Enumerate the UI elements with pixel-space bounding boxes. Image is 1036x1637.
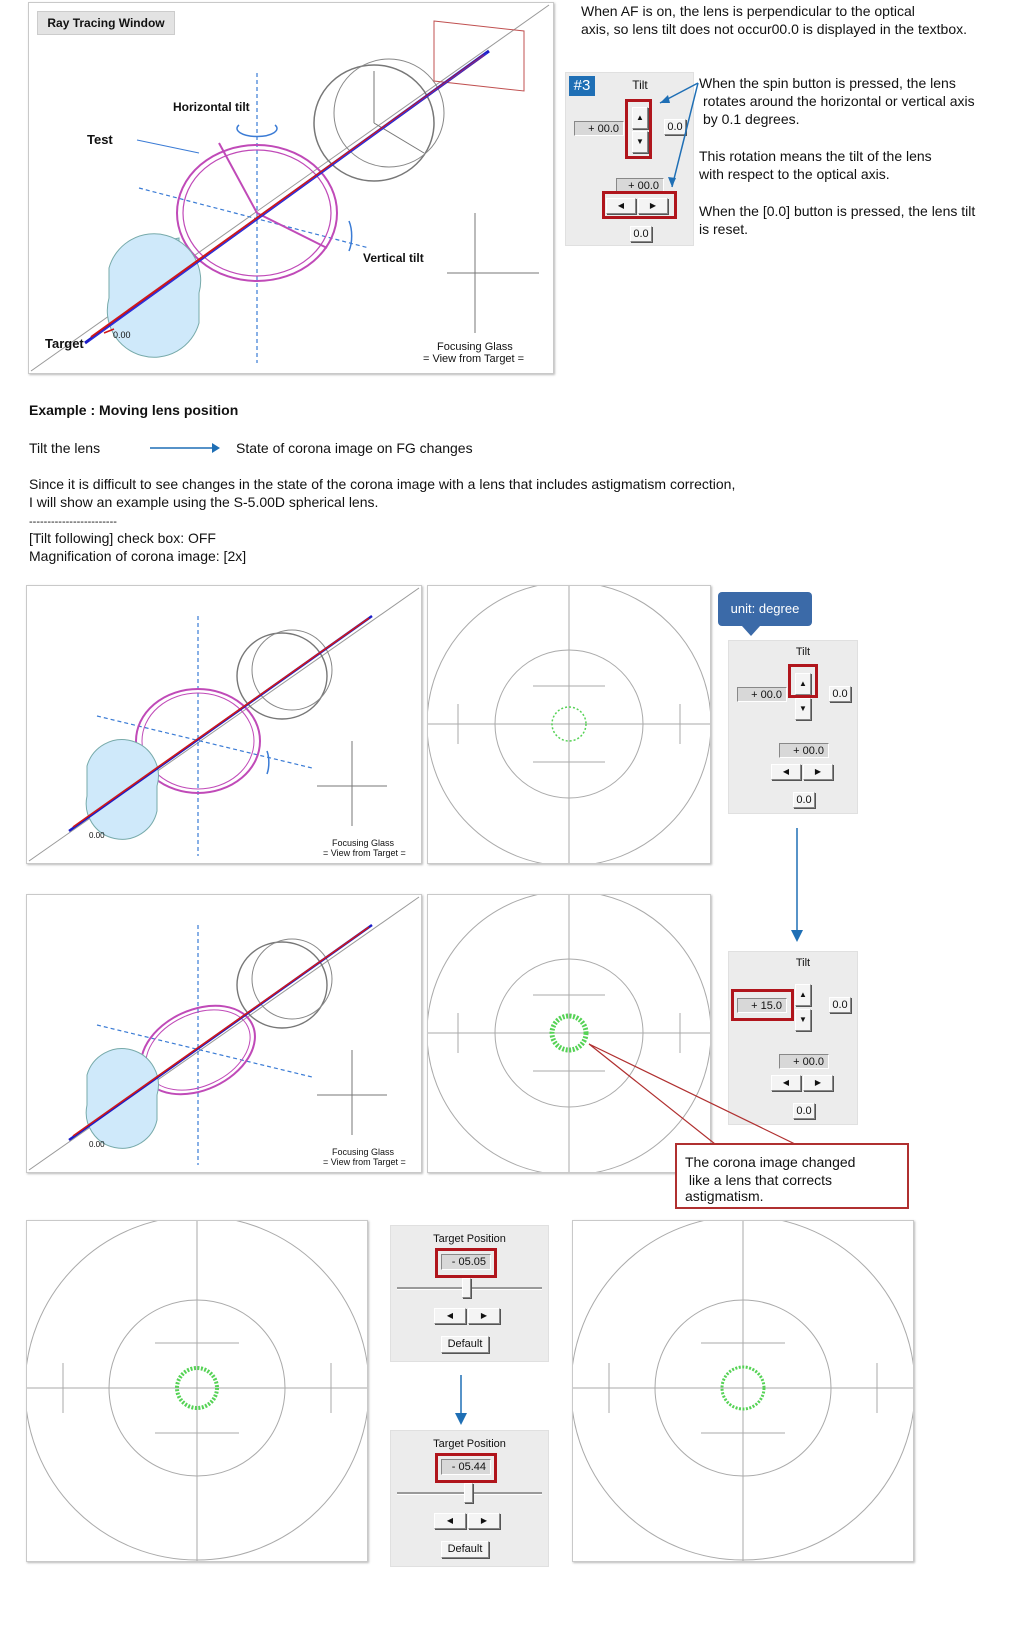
tilt-a-right-button[interactable]: ▶ — [803, 764, 833, 780]
target-a-field[interactable]: - 05.05 — [441, 1254, 491, 1270]
window-title-tab: Ray Tracing Window — [37, 11, 175, 35]
ray-view-a-canvas — [27, 586, 421, 863]
angle-readout: 0.00 — [113, 330, 131, 340]
target-label: Target — [45, 336, 84, 351]
readout-b: 0.00 — [89, 1140, 105, 1149]
checkbox-note: [Tilt following] check box: OFF — [29, 530, 216, 546]
target-b-left-button[interactable]: ◀ — [434, 1513, 466, 1529]
explain-p3-l2: is reset. — [699, 221, 749, 237]
corona-note-l2: like a lens that corrects — [685, 1172, 833, 1188]
explain-p3-l1: When the [0.0] button is pressed, the lens tilt — [699, 203, 976, 219]
vertical-tilt-label: Vertical tilt — [363, 251, 424, 265]
tilt-b-reset-bottom-button[interactable]: 0.0 — [793, 1103, 815, 1119]
unit-callout-tail — [742, 626, 760, 636]
divider-text: ------------------------ — [29, 516, 117, 528]
fg-view-c-right — [572, 1220, 914, 1562]
tilt-a-reset-side-button[interactable]: 0.0 — [829, 686, 851, 702]
af-note-line1: When AF is on, the lens is perpendicular to the optical — [581, 3, 915, 19]
tilt-a-up-button[interactable]: ▲ — [795, 673, 811, 695]
ray-view-a — [26, 585, 422, 864]
target-b-slider-thumb[interactable] — [464, 1483, 473, 1503]
tilt-a-v-field[interactable]: + 00.0 — [779, 743, 829, 758]
fg-caption-b1: Focusing Glass — [332, 1147, 395, 1157]
fg-caption-a2: = View from Target = — [323, 848, 406, 858]
target-panel-a — [390, 1225, 549, 1362]
fg-view-a-canvas — [428, 586, 710, 863]
magnification-note: Magnification of corona image: [2x] — [29, 548, 247, 564]
section-badge: #3 — [569, 76, 595, 96]
target-a-left-button[interactable]: ◀ — [434, 1308, 466, 1324]
explain-p1-l1: When the spin button is pressed, the lens — [699, 75, 956, 91]
tilt-a-down-button[interactable]: ▼ — [795, 698, 811, 720]
target-b-title: Target Position — [433, 1438, 506, 1450]
fg-caption-a1: Focusing Glass — [332, 838, 395, 848]
tilt-b-v-field[interactable]: + 00.0 — [779, 1054, 829, 1069]
vertical-reset-button[interactable]: 0.0 — [630, 226, 652, 242]
corona-note-l3: astigmatism. — [685, 1188, 764, 1204]
unit-callout: unit: degree — [718, 592, 812, 626]
ray-view-b — [26, 894, 422, 1173]
corona-note-l1: The corona image changed — [685, 1154, 856, 1170]
horizontal-tilt-label: Horizontal tilt — [173, 100, 250, 114]
tilt-a-reset-bottom-button[interactable]: 0.0 — [793, 792, 815, 808]
explain-p2-l2: with respect to the optical axis. — [699, 166, 890, 182]
test-label: Test — [87, 132, 113, 147]
ray-tracing-view — [29, 3, 553, 373]
tilt-up-button[interactable]: ▲ — [632, 107, 648, 129]
horizontal-reset-button[interactable]: 0.0 — [664, 119, 686, 135]
target-a-title: Target Position — [433, 1233, 506, 1245]
fg-view-c-left — [26, 1220, 368, 1562]
tilt-right-button[interactable]: ▶ — [638, 198, 668, 214]
explain-p1-l3: by 0.1 degrees. — [703, 111, 800, 127]
target-panel-b — [390, 1430, 549, 1567]
target-b-field[interactable]: - 05.44 — [441, 1459, 491, 1475]
fg-caption-b2: = View from Target = — [323, 1157, 406, 1167]
tilt-b-down-button[interactable]: ▼ — [795, 1009, 811, 1031]
tilt-b-up-button[interactable]: ▲ — [795, 984, 811, 1006]
target-a-right-button[interactable]: ▶ — [468, 1308, 500, 1324]
fg-caption-1: Focusing Glass — [437, 341, 513, 353]
tilt-a-title: Tilt — [795, 646, 811, 658]
tilt-lens-label: Tilt the lens — [29, 440, 101, 456]
explain-p2-l1: This rotation means the tilt of the lens — [699, 148, 932, 164]
fg-caption-2: = View from Target = — [423, 353, 525, 365]
tilt-b-right-button[interactable]: ▶ — [803, 1075, 833, 1091]
tilt-panel-a — [728, 640, 858, 814]
target-b-right-button[interactable]: ▶ — [468, 1513, 500, 1529]
tilt-b-reset-side-button[interactable]: 0.0 — [829, 997, 851, 1013]
tilt-b-title: Tilt — [795, 957, 811, 969]
tilt-left-button[interactable]: ◀ — [606, 198, 636, 214]
example-heading: Example : Moving lens position — [29, 402, 239, 418]
target-a-default-button[interactable]: Default — [441, 1336, 489, 1353]
fg-view-c-right-canvas — [573, 1221, 913, 1561]
explain-p1-l2: rotates around the horizontal or vertical axis — [703, 93, 975, 109]
fg-view-a — [427, 585, 711, 864]
target-a-slider-thumb[interactable] — [462, 1278, 471, 1298]
horizontal-tilt-field[interactable]: + 00.0 — [574, 121, 624, 136]
tilt-down-button[interactable]: ▼ — [632, 131, 648, 153]
af-note-line2: axis, so lens tilt does not occur00.0 is displayed in the textbox. — [581, 21, 967, 37]
arrow-down-icon — [790, 828, 804, 942]
tilt-b-h-field[interactable]: + 15.0 — [737, 998, 787, 1013]
ray-tracing-window — [28, 2, 554, 374]
readout-a: 0.00 — [89, 831, 105, 840]
arrow-down-icon-2 — [454, 1375, 468, 1425]
fg-view-c-left-canvas — [27, 1221, 367, 1561]
corona-note-box — [675, 1143, 909, 1209]
vertical-tilt-field[interactable]: + 00.0 — [616, 178, 664, 193]
arrow-right-icon — [150, 442, 220, 454]
state-changes-label: State of corona image on FG changes — [236, 440, 473, 456]
tilt-a-h-field[interactable]: + 00.0 — [737, 687, 787, 702]
tilt-a-left-button[interactable]: ◀ — [771, 764, 801, 780]
tilt-title: Tilt — [632, 78, 648, 92]
example-para-l1: Since it is difficult to see changes in the state of the corona image with a lens that includes astigmatism correction, — [29, 476, 736, 492]
tilt-b-left-button[interactable]: ◀ — [771, 1075, 801, 1091]
target-b-default-button[interactable]: Default — [441, 1541, 489, 1558]
ray-view-b-canvas — [27, 895, 421, 1172]
corona-pointer — [585, 1040, 815, 1150]
example-para-l2: I will show an example using the S-5.00D spherical lens. — [29, 494, 379, 510]
